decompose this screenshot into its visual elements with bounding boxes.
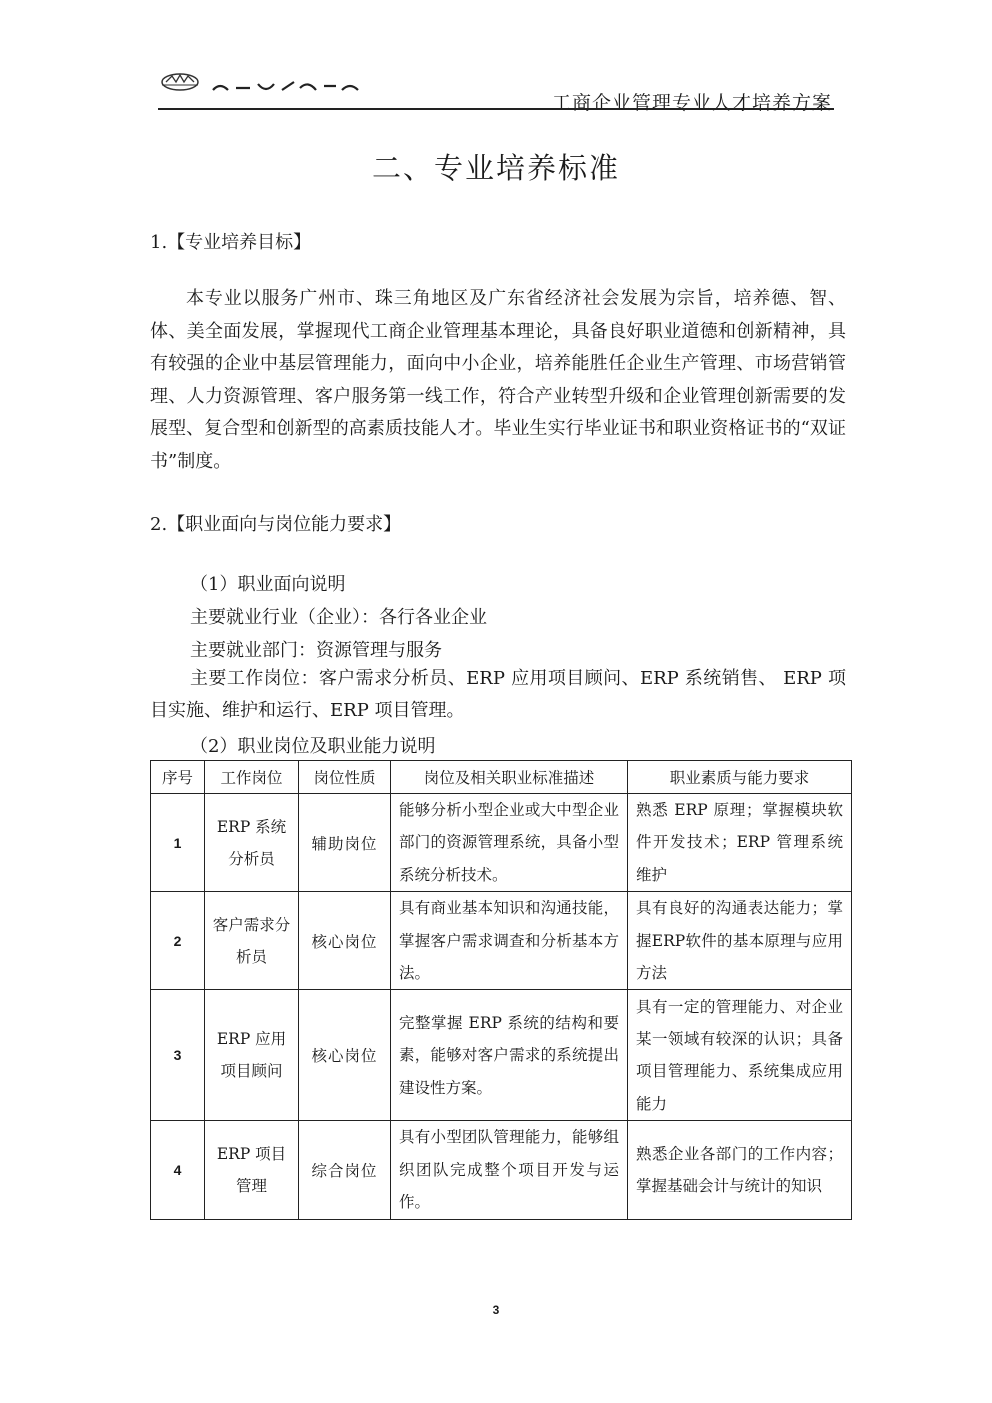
- table-header: 岗位性质: [299, 761, 391, 794]
- row-nature: 综合岗位: [299, 1121, 391, 1219]
- employment-industry: 主要就业行业（企业）：各行各业企业: [190, 607, 487, 628]
- row-requirements: 熟悉 ERP 原理；掌握模块软件开发技术；ERP 管理系统维护: [628, 794, 852, 892]
- table-row: [151, 990, 852, 1121]
- table-header: 职业素质与能力要求: [628, 761, 852, 794]
- row-description: 完整掌握 ERP 系统的结构和要素，能够对客户需求的系统提出建设性方案。: [391, 990, 628, 1121]
- table-row: [151, 1121, 852, 1219]
- table-row: [151, 794, 852, 892]
- goals-paragraph: 本专业以服务广州市、珠三角地区及广东省经济社会发展为宗旨，培养德、智、体、美全面发展，掌握现代工商企业管理基本理论，具备良好职业道德和创新精神，具有较强的企业中基层管理能力，面向中小企业，培养能胜任企业生产管理、市场营销管理、人力资源管理、客户服务第一线工作，符合产业转型升级和企业管理创新需要的发展型、复合型和创新型的高素质技能人才。毕业生实行毕业证书和职业资格证书的“双证书”制度。: [150, 288, 846, 472]
- row-position: ERP 项目管理: [205, 1121, 299, 1219]
- row-number: 1: [151, 794, 205, 892]
- table-header-row: [151, 761, 852, 794]
- school-emblem-logo: [158, 70, 373, 98]
- section-heading-goals: 1.【专业培养目标】: [150, 232, 312, 253]
- row-number: 2: [151, 892, 205, 990]
- row-nature: 核心岗位: [299, 990, 391, 1121]
- career-table: [150, 760, 852, 1220]
- row-requirements: 具有良好的沟通表达能力；掌握ERP软件的基本原理与应用方法: [628, 892, 852, 990]
- row-description: 能够分析小型企业或大中型企业部门的资源管理系统，具备小型系统分析技术。: [391, 794, 628, 892]
- row-description: 具有商业基本知识和沟通技能，掌握客户需求调查和分析基本方法。: [391, 892, 628, 990]
- row-nature: 核心岗位: [299, 892, 391, 990]
- row-position: ERP 应用项目顾问: [205, 990, 299, 1121]
- subheading-career-orientation: （1）职业面向说明: [190, 574, 346, 595]
- row-description: 具有小型团队管理能力，能够组织团队完成整个项目开发与运作。: [391, 1121, 628, 1219]
- table-header: 工作岗位: [205, 761, 299, 794]
- page-title: 二、专业培养标准: [371, 151, 620, 185]
- subheading-position-abilities: （2）职业岗位及职业能力说明: [190, 736, 436, 757]
- page-number: 3: [492, 1303, 500, 1317]
- row-number: 3: [151, 990, 205, 1121]
- row-position: ERP 系统分析员: [205, 794, 299, 892]
- table-header: 岗位及相关职业标准描述: [391, 761, 628, 794]
- row-nature: 辅助岗位: [299, 794, 391, 892]
- row-number: 4: [151, 1121, 205, 1219]
- section-heading-career: 2.【职业面向与岗位能力要求】: [150, 514, 402, 535]
- row-requirements: 熟悉企业各部门的工作内容；掌握基础会计与统计的知识: [628, 1121, 852, 1219]
- header-title: 工商企业管理专业人才培养方案: [551, 92, 832, 114]
- row-requirements: 具有一定的管理能力、对企业某一领域有较深的认识；具备项目管理能力、系统集成应用能力: [628, 990, 852, 1121]
- table-header: 序号: [151, 761, 205, 794]
- table-row: [151, 892, 852, 990]
- employment-department: 主要就业部门：资源管理与服务: [190, 640, 442, 661]
- employment-positions: 主要工作岗位：客户需求分析员、ERP 应用项目顾问、ERP 系统销售、 ERP 项目实施、维护和运行、ERP 项目管理。: [150, 668, 846, 721]
- header-divider: [158, 108, 834, 110]
- row-position: 客户需求分析员: [205, 892, 299, 990]
